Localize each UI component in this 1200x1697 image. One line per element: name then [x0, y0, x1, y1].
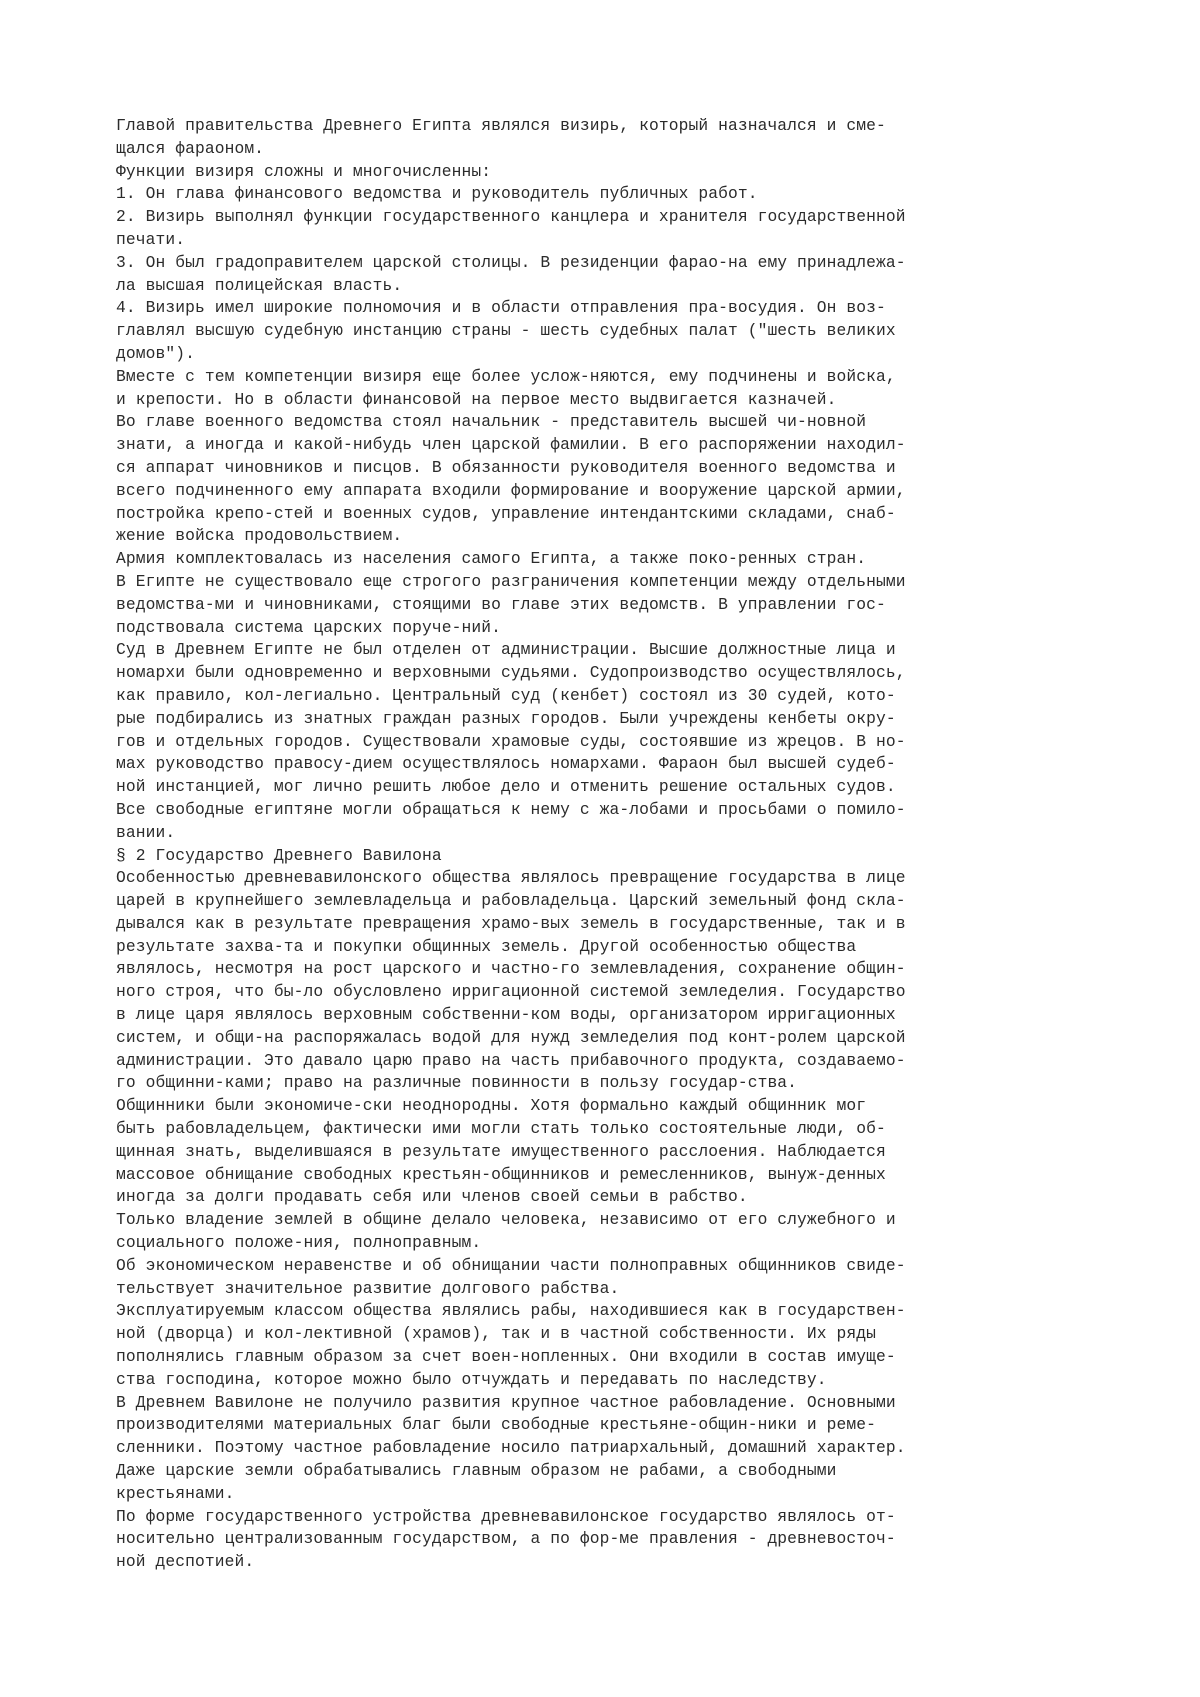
text-line: Об экономическом неравенстве и об обнищании части полноправных общинников свиде-: [116, 1255, 906, 1275]
text-line: печати.: [116, 229, 186, 249]
text-line: Суд в Древнем Египте не был отделен от администрации. Высшие должностные лица и: [116, 640, 896, 660]
text-line: мах руководство правосу-дием осуществлялось номархами. Фараон был высшей судеб-: [116, 754, 896, 774]
text-line: подствовала система царских поруче-ний.: [116, 617, 501, 637]
text-line: 1. Он глава финансового ведомства и руководитель публичных работ.: [116, 184, 758, 204]
text-line: ства господина, которое можно было отчуждать и передавать по наследству.: [116, 1369, 827, 1389]
text-line: в лице царя являлось верховным собственни-ком воды, организатором ирригационных: [116, 1005, 896, 1025]
text-line: ла высшая полицейская власть.: [116, 275, 403, 295]
text-line: производителями материальных благ были свободные крестьяне-общин-ники и реме-: [116, 1415, 877, 1435]
text-line: Вместе с тем компетенции визиря еще более услож-няются, ему подчинены и войска,: [116, 366, 896, 386]
text-line: социального положе-ния, полноправным.: [116, 1233, 482, 1253]
text-line: крестьянами.: [116, 1483, 235, 1503]
text-line: ведомства-ми и чиновниками, стоящими во главе этих ведомств. В управлении гос-: [116, 594, 886, 614]
text-line: Все свободные египтяне могли обращаться к нему с жа-лобами и просьбами о помило-: [116, 799, 906, 819]
text-line: щинная знать, выделившаяся в результате имущественного расслоения. Наблюдается: [116, 1141, 886, 1161]
text-line: быть рабовладельцем, фактически ими могли стать только состоятельные люди, об-: [116, 1119, 886, 1139]
text-line: гов и отдельных городов. Существовали храмовые суды, состоявшие из жрецов. В но-: [116, 731, 906, 751]
text-line: носительно централизованным государством, а по фор-ме правления - древневосточ-: [116, 1529, 896, 1549]
text-line: всего подчиненного ему аппарата входили формирование и вооружение царской армии,: [116, 480, 906, 500]
text-line: пополнялись главным образом за счет воен-нопленных. Они входили в состав имуще-: [116, 1347, 896, 1367]
text-line: номархи были одновременно и верховными судьями. Судопроизводство осуществлялось,: [116, 663, 906, 683]
text-line: В Египте не существовало еще строгого разграничения компетенции между отдельными: [116, 571, 906, 591]
text-line: ной инстанцией, мог лично решить любое дело и отменить решение остальных судов.: [116, 777, 896, 797]
text-line: жение войска продовольствием.: [116, 526, 403, 546]
text-line: систем, и общи-на распоряжалась водой для нужд земледелия под конт-ролем царской: [116, 1027, 906, 1047]
text-line: Даже царские земли обрабатывались главным образом не рабами, а свободными: [116, 1461, 837, 1481]
text-line: ного строя, что бы-ло обусловлено ирригационной системой земледелия. Государство: [116, 982, 906, 1002]
text-line: результате захва-та и покупки общинных земель. Другой особенностью общества: [116, 936, 857, 956]
text-line: Только владение землей в общине делало человека, независимо от его служебного и: [116, 1210, 896, 1230]
text-line: иногда за долги продавать себя или членов своей семьи в рабство.: [116, 1187, 748, 1207]
text-line: главлял высшую судебную инстанцию страны - шесть судебных палат ("шесть великих: [116, 321, 896, 341]
text-line: ся аппарат чиновников и писцов. В обязанности руководителя военного ведомства и: [116, 457, 896, 477]
text-line: ной (дворца) и кол-лективной (храмов), так и в частной собственности. Их ряды: [116, 1324, 877, 1344]
text-line: щался фараоном.: [116, 138, 265, 158]
text-line: 2. Визирь выполнял функции государственного канцлера и хранителя государственной: [116, 207, 906, 227]
text-line: Функции визиря сложны и многочисленны:: [116, 161, 492, 181]
text-line: тельствует значительное развитие долгового рабства.: [116, 1278, 620, 1298]
text-line: массовое обнищание свободных крестьян-общинников и ремесленников, вынуж-денных: [116, 1164, 886, 1184]
text-line: Главой правительства Древнего Египта являлся визирь, который назначался и сме-: [116, 116, 886, 135]
text-line: постройка крепо-стей и военных судов, управление интендантскими складами, снаб-: [116, 503, 896, 523]
text-line: По форме государственного устройства древневавилонское государство являлось от-: [116, 1506, 896, 1526]
text-line: администрации. Это давало царю право на часть прибавочного продукта, создаваемо-: [116, 1050, 906, 1070]
text-line: рые подбирались из знатных граждан разных городов. Были учреждены кенбеты окру-: [116, 708, 896, 728]
text-line: знати, а иногда и какой-нибудь член царской фамилии. В его распоряжении находил-: [116, 435, 906, 455]
text-line: домов").: [116, 343, 195, 363]
text-line: В Древнем Вавилоне не получило развития крупное частное рабовладение. Основными: [116, 1392, 896, 1412]
text-line: дывался как в результате превращения храмо-вых земель в государственные, так и в: [116, 913, 906, 933]
text-line: ной деспотией.: [116, 1552, 255, 1572]
text-line: сленники. Поэтому частное рабовладение носило патриархальный, домашний характер.: [116, 1438, 906, 1458]
text-line: царей в крупнейшего землевладельца и рабовладельца. Царский земельный фонд скла-: [116, 891, 906, 911]
text-line: § 2 Государство Древнего Вавилона: [116, 845, 442, 865]
text-line: 4. Визирь имел широкие полномочия и в области отправления пра-восудия. Он воз-: [116, 298, 886, 318]
text-line: Общинники были экономиче-ски неоднородны. Хотя формально каждый общинник мог: [116, 1096, 867, 1116]
text-line: Во главе военного ведомства стоял начальник - представитель высшей чи-новной: [116, 412, 867, 432]
text-line: Особенностью древневавилонского общества являлось превращение государства в лице: [116, 868, 906, 888]
text-line: го общинни-ками; право на различные повинности в пользу государ-ства.: [116, 1073, 798, 1093]
document-body: [116, 115, 1101, 1574]
text-line: Армия комплектовалась из населения самого Египта, а также поко-ренных стран.: [116, 549, 867, 569]
text-line: 3. Он был градоправителем царской столицы. В резиденции фарао-на ему принадлежа-: [116, 252, 906, 272]
text-line: вании.: [116, 822, 176, 842]
text-line: как правило, кол-легиально. Центральный суд (кенбет) состоял из 30 судей, кото-: [116, 685, 896, 705]
text-line: и крепости. Но в области финансовой на первое место выдвигается казначей.: [116, 389, 837, 409]
text-line: являлось, несмотря на рост царского и частно-го землевладения, сохранение общин-: [116, 959, 906, 979]
text-line: Эксплуатируемым классом общества являлись рабы, находившиеся как в государствен-: [116, 1301, 906, 1321]
